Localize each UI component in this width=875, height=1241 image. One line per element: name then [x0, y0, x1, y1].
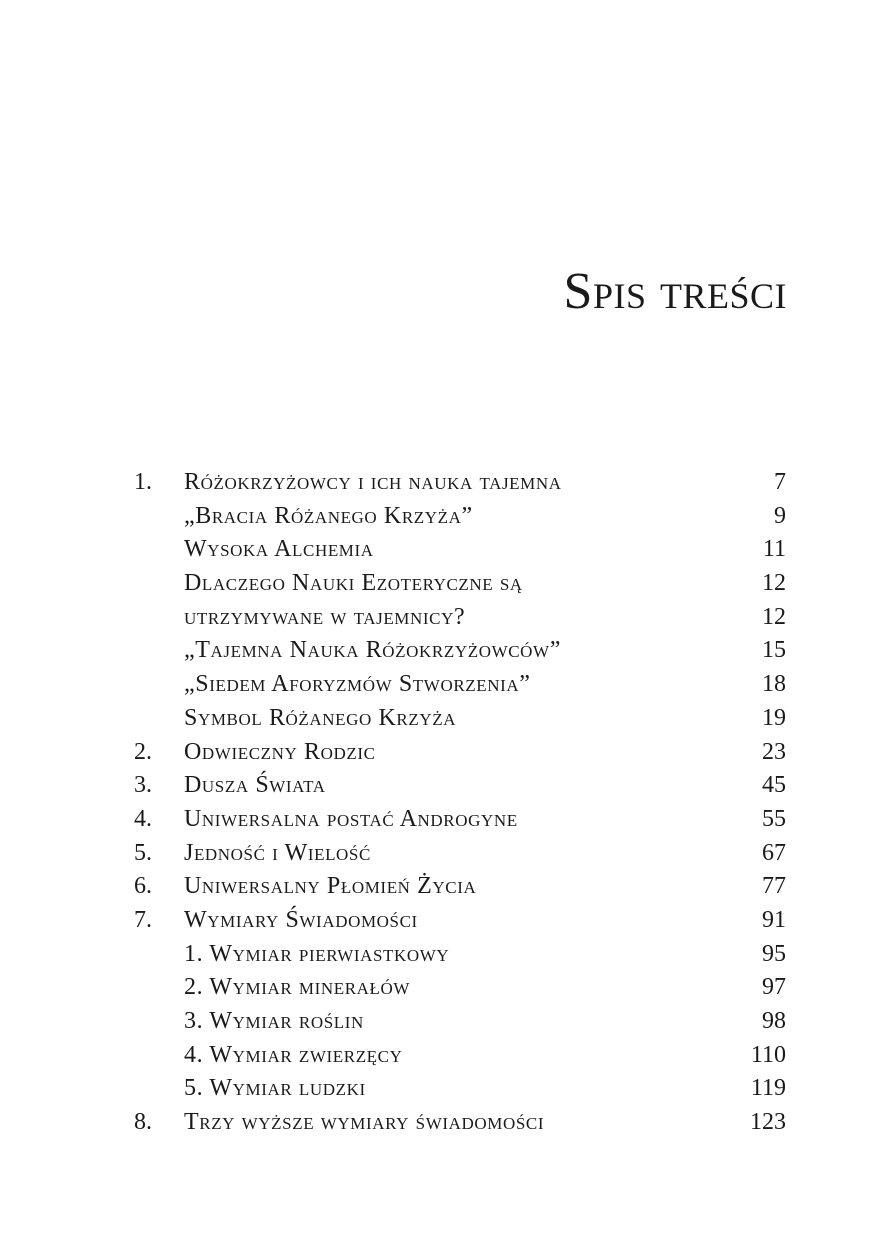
toc-chapter-number: 8.	[134, 1109, 152, 1136]
toc-page-number: 45	[762, 772, 786, 799]
toc-entry	[134, 1039, 786, 1073]
toc-chapter-number: 1.	[134, 469, 152, 495]
toc-chapter-number: 2.	[134, 738, 152, 765]
toc-entry	[134, 904, 786, 938]
toc-entry-label: 4. Wymiar zwierzęcy	[184, 1041, 403, 1068]
toc-page-number: 91	[762, 906, 786, 933]
toc-page-number: 15	[762, 637, 786, 664]
toc-entry	[134, 971, 786, 1005]
toc-entry-label: 2. Wymiar minerałów	[184, 974, 411, 1001]
toc-entry-label: Różokrzyżowcy i ich nauka tajemna	[184, 469, 562, 495]
toc-entry-label: „Siedem Aforyzmów Stworzenia”	[184, 671, 531, 698]
toc-entry	[134, 837, 786, 871]
toc-entry	[134, 769, 786, 803]
toc-chapter-number: 7.	[134, 906, 152, 933]
toc-page-number: 11	[762, 536, 786, 563]
toc-entry	[134, 803, 786, 837]
toc-chapter-number: 3.	[134, 772, 152, 799]
toc-entry-label: 1. Wymiar pierwiastkowy	[184, 940, 450, 967]
toc-page-number: 119	[750, 1075, 786, 1102]
toc-entry	[134, 938, 786, 972]
toc-entry	[134, 1072, 786, 1106]
toc-entry-label: Dusza Świata	[184, 772, 326, 799]
toc-chapter-number: 6.	[134, 873, 152, 900]
toc-entry-label: Wysoka Alchemia	[184, 536, 374, 563]
toc-entry-label: Uniwersalny Płomień Życia	[184, 873, 477, 900]
toc-page-number: 77	[762, 873, 786, 900]
toc-page-number: 18	[762, 671, 786, 698]
toc-page-number: 98	[762, 1008, 786, 1034]
toc-page-number: 67	[762, 839, 786, 866]
toc-page-number: 97	[762, 974, 786, 1001]
toc-entry-label: „Bracia Różanego Krzyża”	[184, 502, 473, 529]
toc-entry	[134, 567, 786, 601]
toc-entry	[134, 1005, 786, 1039]
toc-entry	[134, 601, 786, 635]
toc-entry-label: Symbol Różanego Krzyża	[184, 704, 457, 731]
toc-entry	[134, 466, 786, 500]
toc-page-number: 12	[762, 570, 786, 597]
toc-entry	[134, 702, 786, 736]
toc-page-number: 123	[750, 1109, 786, 1136]
toc-entry	[134, 500, 786, 534]
toc-entry-label: utrzymywane w tajemnicy?	[184, 603, 466, 630]
toc-page-number: 110	[750, 1041, 786, 1068]
toc-page-number: 7	[774, 469, 786, 495]
toc-chapter-number: 5.	[134, 839, 152, 866]
toc-entry-label: 5. Wymiar ludzki	[184, 1075, 366, 1102]
toc-page-number: 23	[762, 738, 786, 765]
toc-entry-label: Dlaczego Nauki Ezoteryczne są	[184, 570, 523, 597]
toc-entry-label: Wymiary Świadomości	[184, 906, 418, 933]
toc-entry	[134, 736, 786, 770]
toc-entry	[134, 1106, 786, 1140]
toc-entry-label: Odwieczny Rodzic	[184, 738, 376, 765]
toc-page-number: 12	[762, 603, 786, 630]
toc-entry-label: Trzy wyższe wymiary świadomości	[184, 1109, 545, 1136]
toc-entry-label: „Tajemna Nauka Różokrzyżowców”	[184, 637, 561, 664]
toc-entry	[134, 668, 786, 702]
toc-page-number: 19	[762, 704, 786, 731]
page-title: Spis treści	[563, 263, 787, 320]
toc-entry-label: Jedność i Wielość	[184, 839, 371, 866]
toc-entry	[134, 870, 786, 904]
toc-entry	[134, 634, 786, 668]
toc-chapter-number: 4.	[134, 805, 152, 832]
toc-entry-label: 3. Wymiar roślin	[184, 1008, 364, 1034]
toc-page-number: 95	[762, 940, 786, 967]
toc-page-number: 55	[762, 805, 786, 832]
toc-page-number: 9	[774, 502, 786, 529]
toc-entry-label: Uniwersalna postać Androgyne	[184, 805, 518, 832]
table-of-contents	[134, 466, 786, 1140]
toc-entry	[134, 533, 786, 567]
